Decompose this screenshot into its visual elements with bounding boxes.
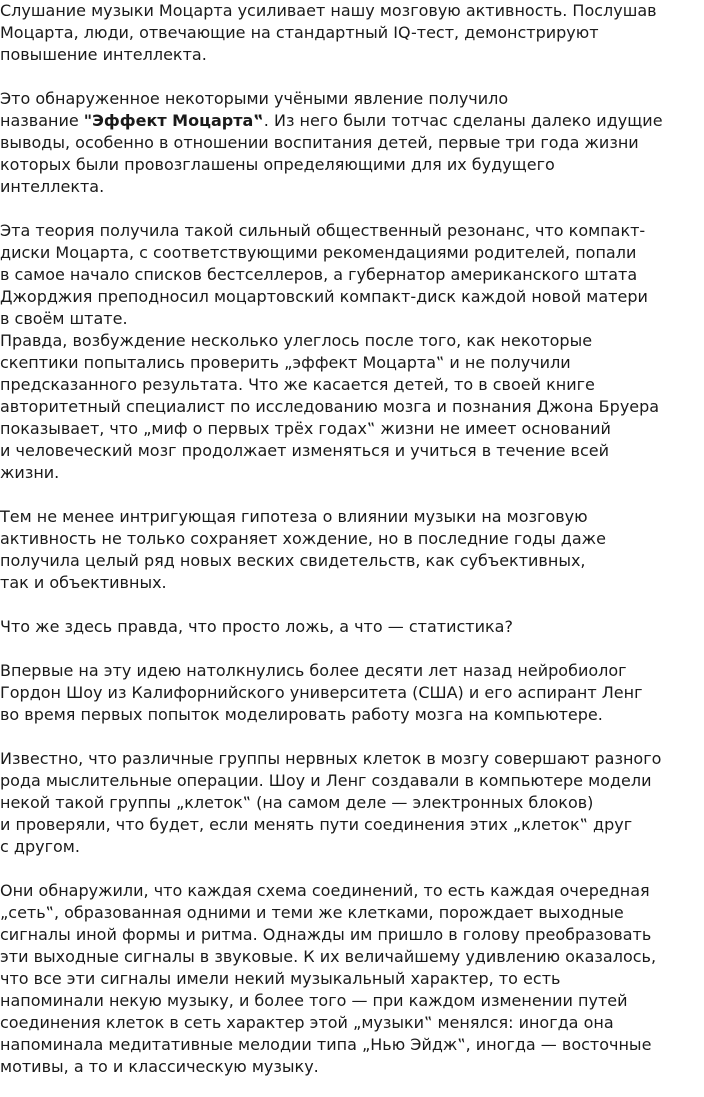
text-line: выводы, особенно в отношении воспитания детей, первые три года жизни: [0, 133, 639, 152]
text-line: Впервые на эту идею натолкнулись более десяти лет назад нейробиолог: [0, 661, 627, 680]
text-line: некой такой группы „клеток‟ (на самом деле — электронных блоков): [0, 793, 594, 812]
text-fragment: . Из него были тотчас сделаны далеко идущие: [263, 111, 663, 130]
paragraph-gap: [0, 594, 704, 616]
text-line: в своём штате.: [0, 309, 128, 328]
text-line: и человеческий мозг продолжает изменяться и учиться в течение всей: [0, 441, 609, 460]
text-line: активность не только сохраняет хождение, но в последние годы даже: [0, 529, 606, 548]
text-line: рода мыслительные операции. Шоу и Ленг создавали в компьютере модели: [0, 771, 652, 790]
text-line: напоминала медитативные мелодии типа „Нью Эйдж‟, иногда — восточные: [0, 1035, 652, 1054]
paragraph-gap: [0, 66, 704, 88]
text-line: Моцарта, люди, отвечающие на стандартный IQ-тест, демонстрируют: [0, 23, 599, 42]
text-line: соединения клеток в сеть характер этой „музыки‟ менялся: иногда она: [0, 1013, 614, 1032]
paragraph-5: [0, 616, 704, 638]
text-line: диски Моцарта, с соответствующими рекомендациями родителей, попали: [0, 243, 637, 262]
paragraph-6: [0, 660, 704, 726]
paragraph-8: [0, 880, 704, 1078]
paragraph-7: [0, 748, 704, 858]
text-line: напоминали некую музыку, и более того — при каждом изменении путей: [0, 991, 628, 1010]
paragraph-1: [0, 0, 704, 66]
text-line-with-bold: [0, 110, 704, 132]
text-line: Джорджия преподносил моцартовский компакт-диск каждой новой матери: [0, 287, 648, 306]
text-line: и проверяли, что будет, если менять пути соединения этих „клеток‟ друг: [0, 815, 633, 834]
text-line: авторитетный специалист по исследованию мозга и познания Джона Бруера: [0, 397, 660, 416]
text-line: „сеть‟, образованная одними и теми же клетками, порождает выходные: [0, 903, 624, 922]
text-line: Правда, возбуждение несколько улеглось после того, как некоторые: [0, 331, 593, 350]
bold-term-mozart-effect: "Эффект Моцарта‟: [83, 111, 264, 130]
text-line: Тем не менее интригующая гипотеза о влиянии музыки на мозговую: [0, 507, 588, 526]
text-line: получила целый ряд новых веских свидетельств, как субъективных,: [0, 551, 586, 570]
text-fragment: название: [0, 111, 84, 130]
paragraph-gap: [0, 198, 704, 220]
text-line: эти выходные сигналы в звуковые. К их величайшему удивлению оказалось,: [0, 947, 657, 966]
text-line: Это обнаруженное некоторыми учёными явление получило: [0, 89, 509, 108]
paragraph-gap: [0, 638, 704, 660]
text-line: Что же здесь правда, что просто ложь, а что — статистика?: [0, 617, 513, 636]
text-line: Они обнаружили, что каждая схема соединений, то есть каждая очередная: [0, 881, 650, 900]
text-line: что все эти сигналы имели некий музыкальный характер, то есть: [0, 969, 561, 988]
paragraph-gap: [0, 726, 704, 748]
text-line: Известно, что различные группы нервных клеток в мозгу совершают разного: [0, 749, 662, 768]
text-line: скептики попытались проверить „эффект Моцарта‟ и не получили: [0, 353, 571, 372]
paragraph-2: [0, 88, 704, 198]
text-line: с другом.: [0, 837, 80, 856]
text-line: интеллекта.: [0, 177, 105, 196]
text-line: Эта теория получила такой сильный общественный резонанс, что компакт-: [0, 221, 646, 240]
paragraph-3: [0, 220, 704, 484]
text-line: сигналы иной формы и ритма. Однажды им пришло в голову преобразовать: [0, 925, 652, 944]
text-line: жизни.: [0, 463, 60, 482]
text-line: показывает, что „миф о первых трёх годах‟ жизни не имеет оснований: [0, 419, 611, 438]
text-line: повышение интеллекта.: [0, 45, 207, 64]
text-line: Слушание музыки Моцарта усиливает нашу мозговую активность. Послушав: [0, 1, 657, 20]
text-line: так и объективных.: [0, 573, 167, 592]
paragraph-gap: [0, 858, 704, 880]
text-line: во время первых попыток моделировать работу мозга на компьютере.: [0, 705, 603, 724]
text-line: в самое начало списков бестселлеров, а губернатор американского штата: [0, 265, 638, 284]
paragraph-gap: [0, 484, 704, 506]
text-line: которых были провозглашены определяющими для их будущего: [0, 155, 555, 174]
text-line: мотивы, а то и классическую музыку.: [0, 1057, 319, 1076]
text-line: Гордон Шоу из Калифорнийского университета (США) и его аспирант Ленг: [0, 683, 643, 702]
text-line: предсказанного результата. Что же касается детей, то в своей книге: [0, 375, 595, 394]
paragraph-4: [0, 506, 704, 594]
